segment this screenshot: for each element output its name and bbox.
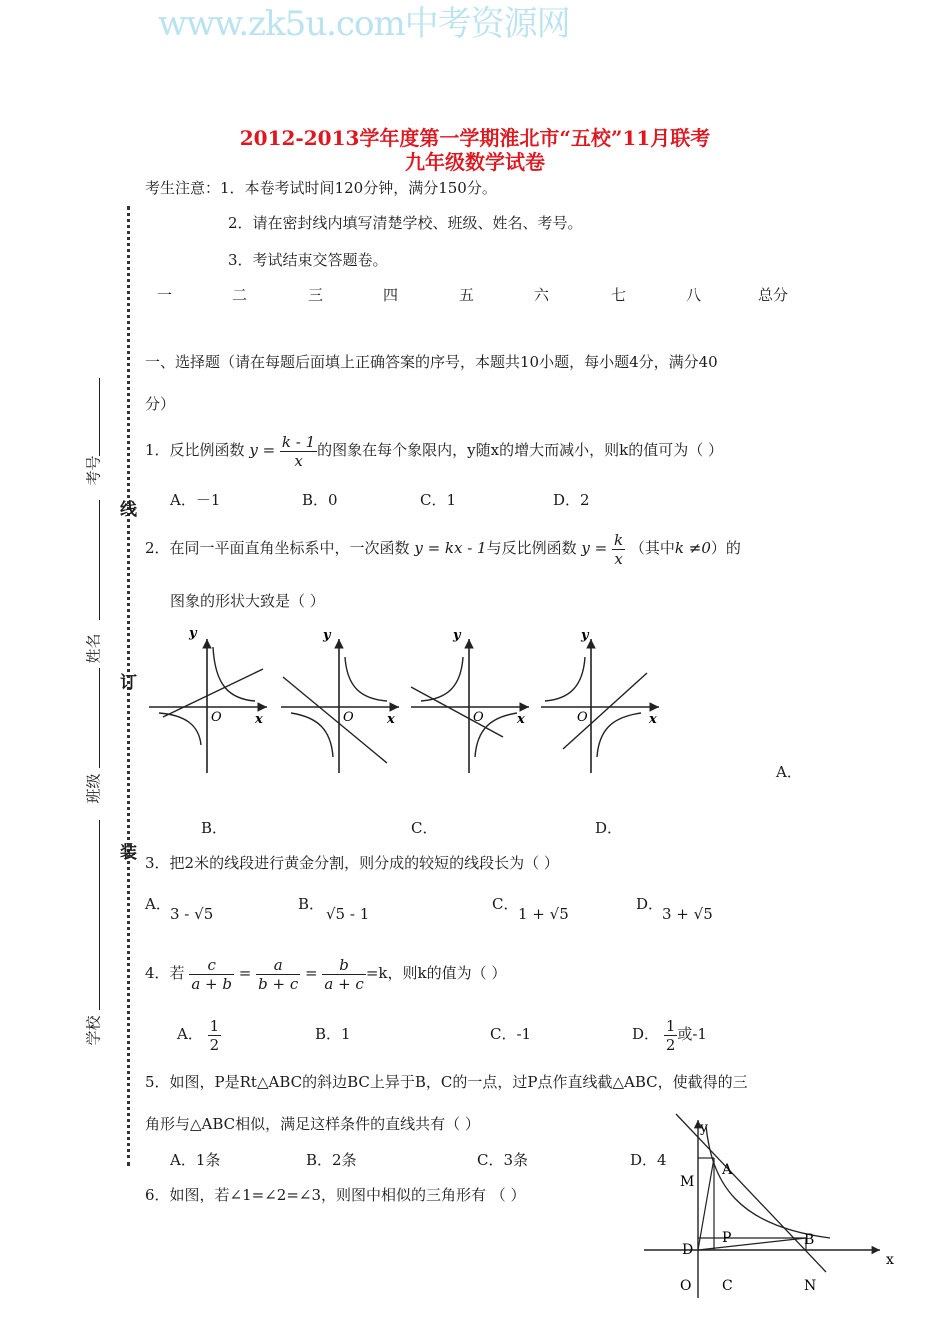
q3-option-d-value: 3 + √5: [662, 905, 713, 923]
seal-char-zhuang: 装: [120, 843, 137, 863]
q4-f2-den: b + c: [258, 974, 299, 993]
q4-fraction-3: [322, 956, 365, 993]
q2-graph-d-curve-2: [597, 713, 641, 757]
question-3: 3．把2米的线段进行黄金分割，则分成的较短的线段长为（ ）: [145, 854, 559, 872]
q2-fraction: [612, 531, 625, 568]
q1-numerator: k - 1: [281, 432, 316, 451]
q2-graph-a-curve-2: [159, 713, 201, 745]
q3-option-a-value: 3 - √5: [170, 905, 214, 923]
q2-graph-d-curve-1: [545, 657, 585, 701]
question-6: 6．如图，若∠1=∠2=∠3，则图中相似的三角形有 （ ）: [145, 1186, 526, 1204]
figure-curve: [706, 1126, 830, 1238]
kaohao-label: 考号: [84, 455, 103, 486]
q4-fraction-1: [189, 956, 234, 993]
q2-graph-c-y-label: y: [453, 628, 461, 643]
q2-graph-d-y-label: y: [581, 628, 589, 643]
q1-denominator: x: [294, 451, 303, 470]
q2-graph-a-o-label: O: [211, 710, 222, 725]
score-col-5: 五: [459, 286, 475, 304]
q3-option-d-label: D．: [636, 895, 664, 913]
q1-option-a: A．－1: [170, 491, 221, 509]
q2-graph-d-line: [563, 673, 647, 749]
q5-option-c: C．3条: [477, 1151, 529, 1169]
banji-label: 班级: [84, 773, 103, 804]
q2-graph-d-x-label: x: [649, 712, 657, 727]
score-table-header: [0, 284, 950, 306]
question-5-line-1: 5．如图，P是Rt△ABC的斜边BC上异于B，C的一点，过P点作直线截△ABC，使截得的三: [145, 1073, 748, 1091]
score-col-6: 六: [534, 286, 550, 304]
q3-option-c-label: C．: [492, 895, 519, 913]
q1-prefix: 1．反比例函数: [145, 441, 245, 459]
q2-label-a: A．: [776, 763, 802, 781]
figure-label-d: D: [682, 1242, 694, 1258]
score-col-4: 四: [383, 286, 399, 304]
q4-a-num: 1: [209, 1016, 220, 1035]
q4-a-fraction: [208, 1017, 222, 1054]
q2-graph-b-o-label: O: [343, 710, 354, 725]
score-col-3: 三: [308, 286, 324, 304]
exam-title: 2012-2013学年度第一学期淮北市“五校”11月联考: [239, 126, 711, 150]
q4-fraction-2: [256, 956, 300, 993]
q4-d-label: D．: [632, 1025, 660, 1043]
q2-label-d: D．: [595, 819, 623, 837]
q4-f3-den: a + c: [324, 974, 364, 993]
q4-option-c: C．-1: [490, 1025, 532, 1043]
q2-graph-c-curve-1: [421, 657, 463, 701]
q2-numerator: k: [614, 530, 624, 549]
q4-option-b: B．1: [315, 1025, 351, 1043]
q3-option-b-value: √5 - 1: [326, 905, 370, 923]
q4-suffix: =k，则k的值为（ ）: [365, 964, 507, 982]
figure-label-b: B: [804, 1232, 815, 1248]
q4-d-num: 1: [665, 1016, 676, 1035]
q4-eq-2: =: [305, 964, 318, 982]
exam-subtitle: 九年级数学试卷: [405, 150, 545, 174]
figure-label-n: N: [804, 1278, 817, 1294]
score-col-2: 二: [232, 286, 248, 304]
figure-label-o: O: [680, 1278, 692, 1294]
q4-d-fraction: [664, 1017, 678, 1054]
q2-graph-d-o-label: O: [577, 710, 588, 725]
figure-label-x: x: [886, 1252, 894, 1268]
geometry-figure: [640, 1112, 910, 1302]
question-1: [145, 430, 723, 470]
q2-graphs: [145, 625, 675, 775]
q2-cond-open: （其中: [629, 539, 675, 557]
q2-linear: y = kx - 1: [414, 539, 487, 557]
figure-label-c: C: [722, 1278, 733, 1294]
xingming-line-1: [99, 500, 100, 620]
q1-suffix: 的图象在每个象限内，y随x的增大而减小，则k的值可为（ ）: [317, 441, 723, 459]
xuexiao-line-1: [99, 820, 100, 1010]
figure-label-y: y: [700, 1120, 708, 1136]
q3-option-c-value: 1 + √5: [518, 905, 569, 923]
q2-prefix: 2．在同一平面直角坐标系中，一次函数: [145, 539, 410, 557]
note-3: 3．考试结束交答题卷。: [228, 251, 388, 269]
figure-segment-oa: [698, 1158, 714, 1250]
q2-line-2: 图象的形状大致是（ ）: [170, 592, 325, 610]
q5-option-d: D．4: [630, 1151, 667, 1169]
q4-d-den: 2: [665, 1035, 676, 1054]
score-col-8: 八: [686, 286, 702, 304]
q1-y: y =: [249, 441, 276, 459]
q4-f3-num: b: [322, 956, 365, 975]
q5-option-a: A．1条: [170, 1151, 221, 1169]
notes-label: 考生注意：: [145, 179, 221, 197]
watermark: www.zk5u.com中考资源网: [158, 4, 570, 44]
q2-graph-c-o-label: O: [473, 710, 484, 725]
seal-char-ding: 订: [120, 673, 137, 693]
q1-option-b: B．0: [302, 491, 338, 509]
q4-option-d: [632, 1014, 707, 1054]
xuexiao-label: 学校: [84, 1015, 103, 1046]
q2-graph-b-x-label: x: [387, 712, 395, 727]
q2-graph-d: [541, 628, 659, 773]
q4-a-label: A．: [177, 1025, 203, 1043]
q2-graph-a: [149, 626, 267, 773]
q3-option-b-label: B．: [298, 895, 325, 913]
question-2: [145, 528, 741, 568]
q2-graph-a-curve-1: [213, 647, 255, 701]
q4-f2-num: a: [256, 956, 300, 975]
seal-char-xian: 线: [120, 500, 137, 520]
question-5-line-2: 角形与△ABC相似，满足这样条件的直线共有（ ）: [145, 1115, 480, 1133]
score-col-1: 一: [157, 286, 173, 304]
q4-a-den: 2: [209, 1035, 220, 1054]
section1-line-1: 一、选择题（请在每题后面填上正确答案的序号，本题共10小题，每小题4分，满分40: [145, 353, 718, 371]
q3-option-a-label: A．: [145, 895, 171, 913]
section1-line-2: 分）: [145, 395, 176, 413]
q2-graph-b-curve-1: [345, 657, 387, 701]
q2-label-b: B．: [201, 819, 228, 837]
q1-option-c: C．1: [420, 491, 457, 509]
q1-option-d: D．2: [553, 491, 590, 509]
score-col-7: 七: [611, 286, 627, 304]
xingming-label: 姓名: [84, 633, 103, 664]
q2-graph-c-line: [411, 687, 503, 737]
q2-cond: k ≠0: [674, 539, 711, 557]
note-1: 1．本卷考试时间120分钟，满分150分。: [220, 179, 497, 197]
q2-mid: 与反比例函数: [486, 539, 577, 557]
notes-line-1: [145, 178, 497, 198]
q4-d-suffix: 或-1: [677, 1025, 707, 1043]
q4-f1-den: a + b: [191, 974, 232, 993]
q4-eq-1: =: [238, 964, 252, 982]
note-2: 2．请在密封线内填写清楚学校、班级、姓名、考号。: [228, 214, 583, 232]
q2-graph-c: [411, 628, 529, 773]
q2-label-c: C．: [411, 819, 438, 837]
question-4: [145, 953, 506, 993]
q2-graph-a-x-label: x: [255, 712, 263, 727]
q4-f1-num: c: [189, 956, 234, 975]
figure-label-p: P: [722, 1230, 732, 1246]
q4-option-a: [177, 1014, 221, 1054]
q1-fraction: [280, 433, 317, 470]
q2-graph-c-x-label: x: [517, 712, 525, 727]
banji-line-1: [99, 668, 100, 768]
q2-graph-b-line: [283, 677, 387, 763]
figure-label-m: M: [680, 1174, 695, 1190]
kaohao-line: [99, 378, 100, 456]
q2-denominator: x: [614, 549, 623, 568]
q2-graph-b-y-label: y: [323, 628, 331, 643]
q5-option-b: B．2条: [306, 1151, 357, 1169]
q2-graph-a-y-label: y: [189, 626, 197, 641]
score-col-total: 总分: [758, 286, 789, 304]
q2-cond-close: ）的: [710, 539, 741, 557]
q2-graph-b: [281, 628, 399, 773]
q4-prefix: 4．若: [145, 964, 185, 982]
q2-y: y =: [581, 539, 608, 557]
q2-graph-b-curve-2: [291, 713, 333, 757]
figure-label-a: A: [722, 1162, 733, 1178]
